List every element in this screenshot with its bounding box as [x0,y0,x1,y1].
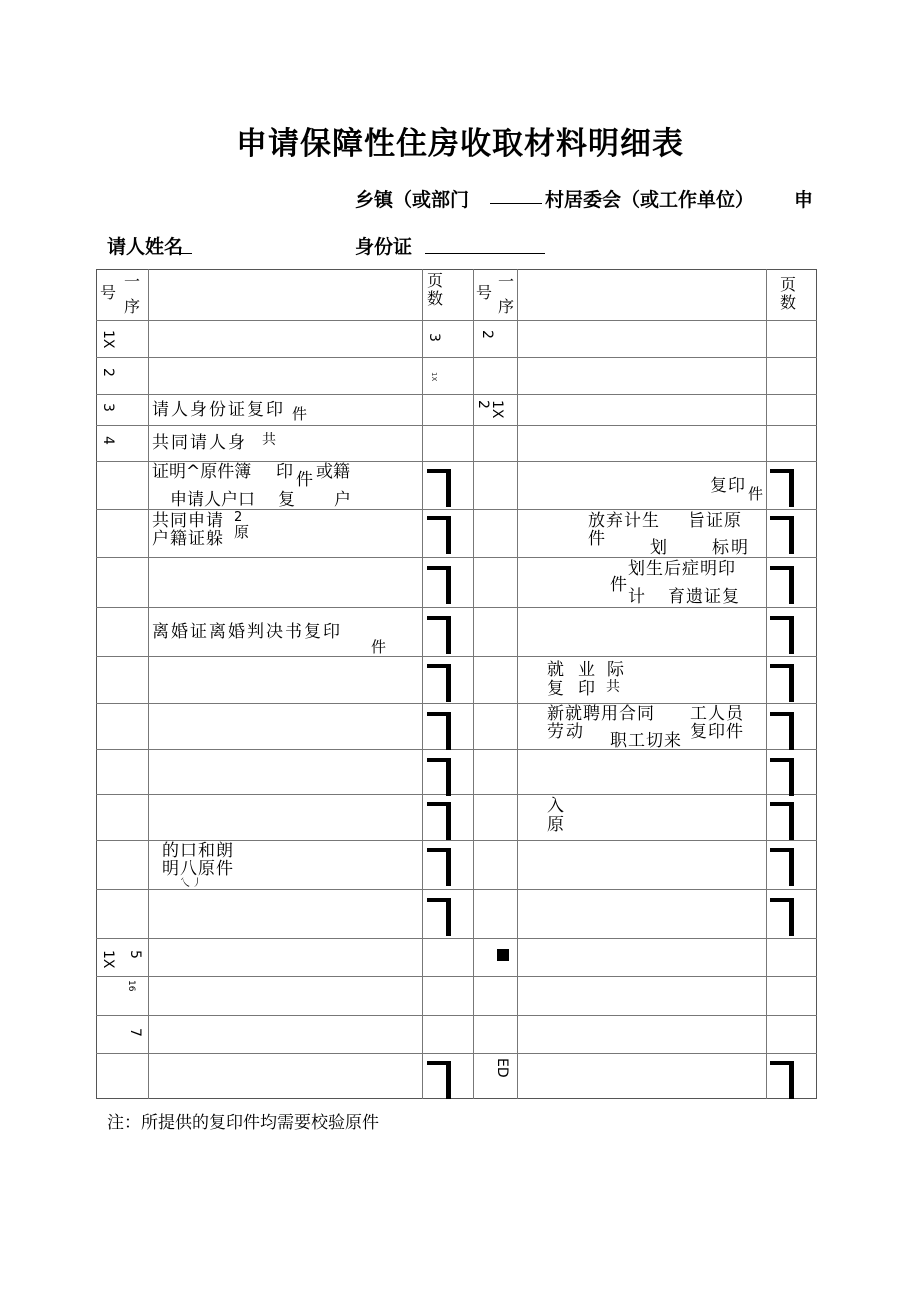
row-divider [96,394,817,395]
row-divider [96,557,817,558]
left-pages-2: 1X [430,372,438,382]
left-item-co-hukou-l1: 共同申请 [152,511,224,531]
page-bracket [770,848,794,886]
page-bracket [427,802,451,840]
id-card-underline [425,253,545,254]
seq-header-a: 一 [124,272,141,291]
seq-header-c: 序 [124,297,141,316]
row-divider [96,889,817,890]
page-bracket [427,1061,451,1099]
pages-header: 页数 [427,271,444,308]
page-bracket [427,848,451,886]
row-divider [96,607,817,608]
page-bracket [427,758,451,796]
seq2-header-c: 序 [498,297,515,316]
township-underline [490,203,542,204]
bottom-seq-b: 5 [127,950,143,959]
applicant-name-label: 请人姓名 [107,236,184,258]
row-divider [96,976,817,977]
left-seq-4: 4 [100,436,116,445]
left-item-co-hukou-mark: 2 [234,510,245,525]
right-item-contract-l1a: 新就聘用合同 [547,704,655,724]
row-divider [96,749,817,750]
row-divider [96,794,817,795]
page-bracket [427,566,451,604]
right-item-employ-l2b: 印 [578,679,597,699]
bottom-seq-a: 1X [100,950,116,969]
page-bracket [770,802,794,840]
seq2-header-a: 一 [498,272,515,291]
right-item-birth2-l2a: 件 [610,575,629,595]
left-item-id-copy: 请人身份证复印 [152,400,285,420]
seq2-header-b: 号 [476,283,493,302]
right-item-employ-l1a: 就 [547,660,566,680]
left-item-misc-l2: 明八原件 [162,859,234,879]
bottom-seq-d: 7 [127,1028,143,1037]
right-item-birth-l2c: 标明 [712,538,750,558]
page-bracket [770,616,794,654]
left-item-divorce-suffix: 件 [371,638,389,656]
page-bracket [427,712,451,750]
right-item-birth-l2a: 件 [588,529,607,549]
left-item-co-hukou-l2: 户籍证躲 [152,529,224,549]
applicant-name-underline [172,253,192,254]
right-item-birth2-l2b: 计 [628,587,647,607]
row-divider [96,656,817,657]
seq-header-b: 号 [100,283,117,302]
row-divider [96,1015,817,1016]
page-bracket [427,516,451,554]
page-bracket [770,898,794,936]
left-item-hukou-l2c: 户 [334,490,351,510]
row-divider [96,938,817,939]
township-label: 乡镇（或部门 [355,189,470,211]
left-item-hukou-l2b: 复 [278,490,295,510]
committee-label: 村居委会（或工作单位） [545,189,755,211]
left-seq-1: 1X [100,330,116,349]
left-item-hukou-l1b: 印 [276,462,293,482]
right-item-birth-l1b: 旨证原 [688,511,742,531]
bottom-seq-c: 16 [126,980,136,992]
row-divider [96,1053,817,1054]
bottom-seq-e: ED [494,1058,510,1078]
left-item-misc-l1: 的口和朗 [162,841,234,861]
left-item-co-hukou-suffix: 原 [234,523,252,541]
row-divider [96,425,817,426]
page-bracket [770,712,794,750]
applicant-prefix: 申 [794,189,814,211]
page-bracket [770,1061,794,1099]
right-item-entry-l1: 入 [547,796,566,816]
left-pages-1: 3 [426,333,442,342]
page-bracket [427,898,451,936]
page-bracket [770,469,794,507]
row-divider [96,357,817,358]
footnote: 注：所提供的复印件均需要校验原件 [107,1113,379,1133]
right-item-employ-l1b: 业 [578,660,597,680]
right-item-contract-l2c: 复印件 [690,722,744,742]
right-item-entry-l2: 原 [547,815,566,835]
left-seq-2: 2 [100,368,116,377]
right-item-birth2-l2c: 育遗证复 [668,587,740,607]
right-item-birth-l1a: 放弃计生 [588,511,660,531]
pages2-header: 页数 [780,275,797,312]
right-item-contract-l2b: 职工切来 [610,731,682,751]
page-title: 申请保障性住房收取材料明细表 [236,126,684,162]
page-bracket [770,516,794,554]
page-bracket [427,664,451,702]
right-item-copy-suffix: 件 [748,485,766,503]
left-item-hukou-l2: 申请人户口 [170,490,255,510]
page-bracket [427,469,451,507]
left-item-hukou-l1: 证明^原件簿 [152,462,252,482]
right-item-birth-l2b: 划 [650,538,669,558]
filled-square-mark [497,949,509,961]
right-seq-1: 2 [479,330,495,339]
left-item-hukou-l1d: 或籍 [316,462,350,482]
left-item-misc-l3: 乀丿 [180,878,204,889]
right-item-copy: 复印 [710,476,746,496]
left-seq-3: 3 [100,403,116,412]
left-item-id-copy-suffix: 件 [292,405,310,423]
page-bracket [427,616,451,654]
right-item-contract-l1b: 工人员 [690,704,744,724]
page-bracket [770,664,794,702]
right-item-employ-l1c: 际 [607,660,626,680]
right-seq-2: 1X 2 [475,400,505,419]
left-item-co-applicant: 共同请人身 [152,433,247,453]
right-item-employ-l2c: 共 [606,679,622,695]
page-bracket [770,758,794,796]
id-card-label: 身份证 [355,236,413,258]
row-divider [96,320,817,321]
left-item-hukou-l1c: 件 [296,470,313,490]
page-bracket [770,566,794,604]
right-item-birth2-l1: 划生后症明印 [628,559,736,579]
right-item-employ-l2a: 复 [547,679,566,699]
left-item-divorce: 离婚证离婚判决书复印 [152,622,342,642]
left-item-co-applicant-suffix: 共 [262,432,278,448]
right-item-contract-l2a: 劳动 [547,722,585,742]
